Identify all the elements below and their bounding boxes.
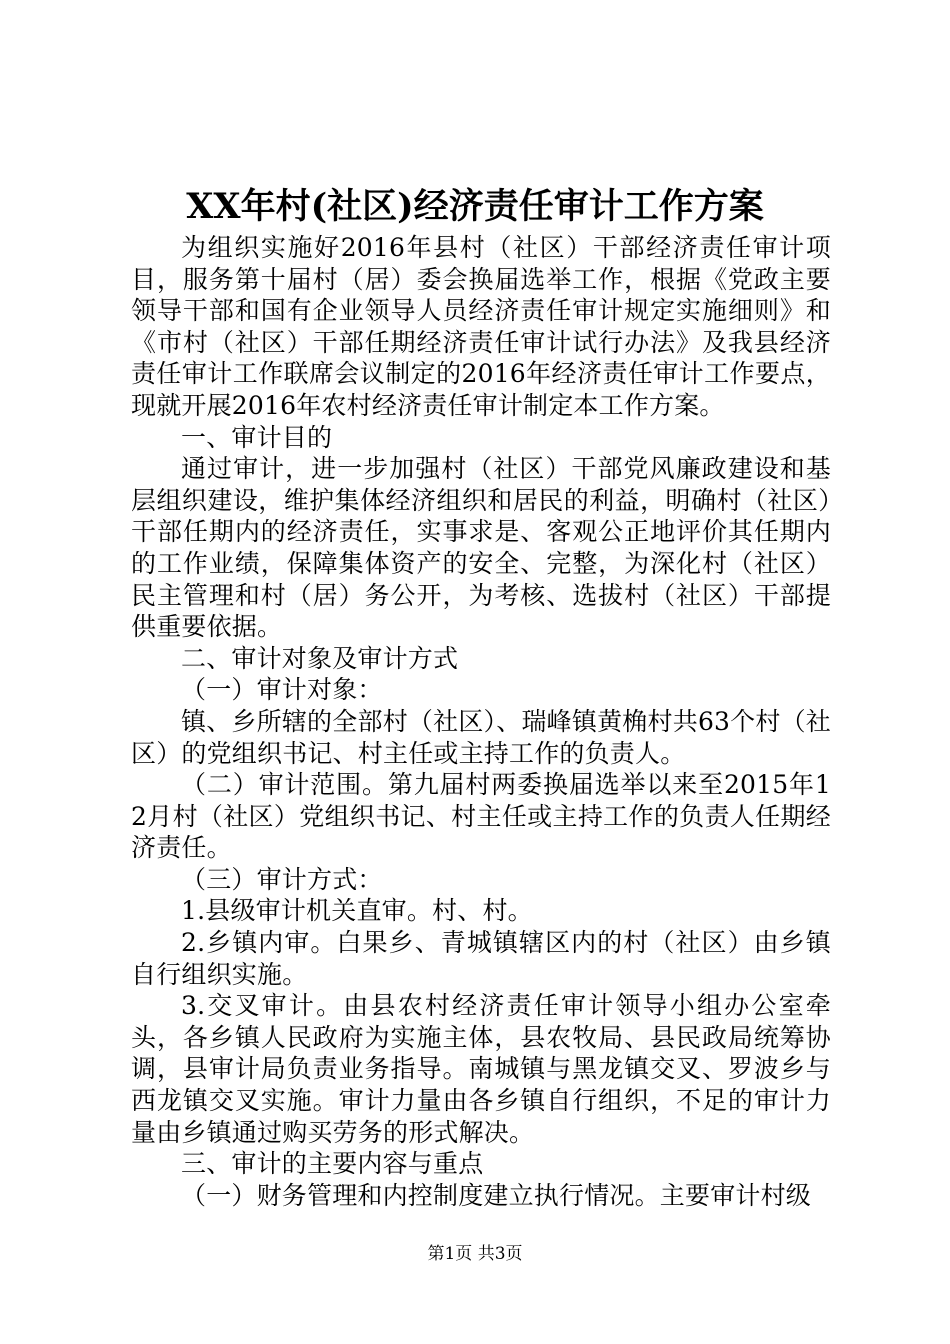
- section-heading-2: 二、审计对象及审计方式: [181, 643, 459, 673]
- section-heading-1: 一、审计目的: [181, 422, 333, 452]
- subsection-heading-targets: （一）审计对象：: [181, 675, 383, 705]
- paragraph-purpose: 通过审计，进一步加强村（社区）干部党风廉政建设和基层组织建设，维护集体经济组织和居民的利益，明确村（社区）干部任期内的经济责任，实事求是、客观公正地评价其任期内的工作业绩，保障集体资产的安全、完整，为深化村（社区）民主管理和村（居）务公开，为考核、选拔村（社区）干部提供重要依据。: [131, 454, 831, 642]
- list-item-method-2: 2.乡镇内审。白果乡、青城镇辖区内的村（社区）由乡镇自行组织实施。: [131, 928, 831, 989]
- paragraph-targets: 镇、乡所辖的全部村（社区）、瑞峰镇黄桷村共63个村（社区）的党组织书记、村主任或主持工作的负责人。: [131, 706, 831, 768]
- paragraph-scope: （二）审计范围。第九届村两委换届选举以来至2015年12月村（社区）党组织书记、村主任或主持工作的负责人任期经济责任。: [131, 770, 831, 863]
- document-body: [131, 232, 831, 1211]
- page-footer: 第1页 共3页: [427, 1244, 523, 1264]
- paragraph-intro: 为组织实施好2016年县村（社区）干部经济责任审计项目，服务第十届村（居）委会换届选举工作，根据《党政主要领导干部和国有企业领导人员经济责任审计规定实施细则》和《市村（社区）干部任期经济责任审计试行办法》及我县经济责任审计工作联席会议制定的2016年经济责任审计工作要点，现就开展2016年农村经济责任审计制定本工作方案。: [131, 233, 831, 420]
- list-item-method-1: 1.县级审计机关直审。村、村。: [181, 896, 533, 926]
- section-heading-3: 三、审计的主要内容与重点: [181, 1149, 484, 1179]
- document-title: XX年村(社区)经济责任审计工作方案: [186, 186, 764, 227]
- list-item-method-3: 3.交叉审计。由县农村经济责任审计领导小组办公室牵头，各乡镇人民政府为实施主体，县农牧局、县民政局统筹协调，县审计局负责业务指导。南城镇与黑龙镇交叉、罗波乡与西龙镇交叉实施。审计力量由各乡镇自行组织，不足的审计力量由乡镇通过购买劳务的形式解决。: [131, 991, 831, 1147]
- paragraph-finance: （一）财务管理和内控制度建立执行情况。主要审计村级: [181, 1180, 812, 1210]
- subsection-heading-methods: （三）审计方式：: [181, 864, 383, 894]
